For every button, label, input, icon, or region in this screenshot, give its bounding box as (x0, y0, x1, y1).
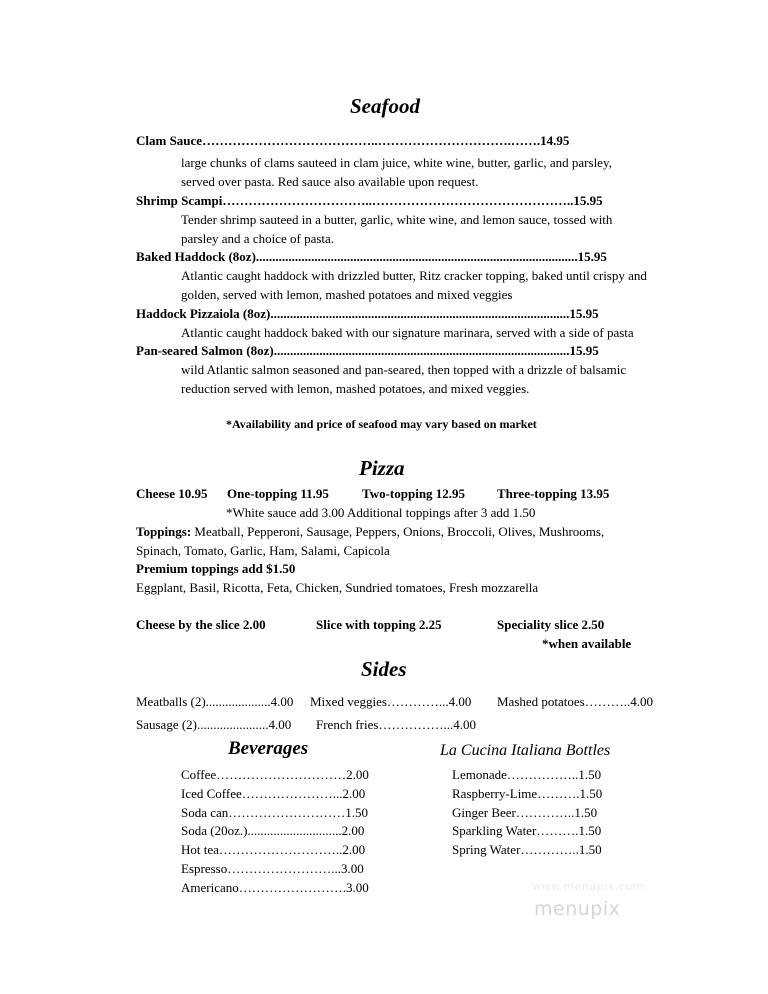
bottle-item: Lemonade……………..1.50 (452, 767, 602, 782)
pizza-sauce-note: *White sauce add 3.00 Additional toppings after 3 add 1.50 (226, 505, 536, 520)
item-description: Atlantic caught haddock baked with our signature marinara, served with a side of pasta (181, 325, 634, 340)
item-description: Atlantic caught haddock with drizzled butter, Ritz cracker topping, baked until crispy and (181, 268, 647, 283)
side-meatballs: Meatballs (2)....................4.00 (136, 694, 294, 709)
pizza-size-cheese: Cheese 10.95 (136, 486, 208, 501)
item-description: Tender shrimp sauteed in a butter, garlic, white wine, and lemon sauce, tossed with (181, 212, 613, 227)
pizza-size-two-topping: Two-topping 12.95 (362, 486, 466, 501)
slice-speciality: Speciality slice 2.50 (497, 617, 605, 632)
toppings-label: Toppings: (136, 524, 192, 539)
pizza-heading: Pizza (359, 456, 405, 480)
beverage-item: Soda can………………………1.50 (181, 805, 369, 820)
seafood-note: *Availability and price of seafood may vary based on market (226, 417, 537, 431)
item-description: served over pasta. Red sauce also available upon request. (181, 174, 479, 189)
toppings-list-continued: Spinach, Tomato, Garlic, Ham, Salami, Capicola (136, 543, 390, 558)
beverage-item: Coffee…………………………2.00 (181, 767, 369, 782)
watermark-url: www.menupix.com (532, 880, 644, 893)
beverage-item: Hot tea………………………..2.00 (181, 842, 366, 857)
beverages-heading: Beverages (228, 738, 309, 759)
bottle-item: Sparkling Water……….1.50 (452, 823, 602, 838)
premium-toppings-list: Eggplant, Basil, Ricotta, Feta, Chicken, Sundried tomatoes, Fresh mozzarella (136, 580, 539, 595)
watermark-logo: menupix (534, 898, 621, 920)
menu-item-clam-sauce: Clam Sauce…………………………………..………………………….…….14.95 (136, 133, 570, 148)
menu-item-haddock-pizzaiola: Haddock Pizzaiola (8oz)............................................................................................15.95 (136, 306, 599, 321)
item-description: reduction served with lemon, mashed potatoes, and mixed veggies. (181, 381, 530, 396)
bottle-item: Raspberry-Lime……….1.50 (452, 786, 603, 801)
bottle-item: Ginger Beer…………..1.50 (452, 805, 598, 820)
slice-with-topping: Slice with topping 2.25 (316, 617, 442, 632)
beverage-item: Espresso……………………...3.00 (181, 861, 364, 876)
premium-toppings-label: Premium toppings add $1.50 (136, 561, 296, 576)
sides-heading: Sides (361, 657, 407, 681)
pizza-size-one-topping: One-topping 11.95 (227, 486, 329, 501)
toppings-line (136, 524, 604, 540)
toppings-list: Meatball, Pepperoni, Sausage, Peppers, Onions, Broccoli, Olives, Mushrooms, (191, 524, 605, 539)
menu-item-shrimp-scampi: Shrimp Scampi……………………………..………………………………………..15.95 (136, 193, 603, 208)
bottles-heading: La Cucina Italiana Bottles (440, 742, 611, 759)
seafood-heading: Seafood (350, 94, 420, 118)
item-description: wild Atlantic salmon seasoned and pan-seared, then topped with a drizzle of balsamic (181, 362, 627, 377)
pizza-size-three-topping: Three-topping 13.95 (497, 486, 610, 501)
side-french-fries: French fries……………...4.00 (316, 717, 476, 732)
slice-availability-note: *when available (542, 636, 632, 651)
side-mashed-potatoes: Mashed potatoes………..4.00 (497, 694, 653, 709)
side-sausage: Sausage (2)......................4.00 (136, 717, 292, 732)
item-description: large chunks of clams sauteed in clam juice, white wine, butter, garlic, and parsley, (181, 155, 612, 170)
beverage-item: Soda (20oz.).............................2.00 (181, 823, 365, 838)
slice-cheese: Cheese by the slice 2.00 (136, 617, 266, 632)
menu-item-baked-haddock: Baked Haddock (8oz)...................................................................................................15.95 (136, 249, 607, 264)
item-description: parsley and a choice of pasta. (181, 231, 335, 246)
item-description: golden, served with lemon, mashed potatoes and mixed veggies (181, 287, 513, 302)
bottle-item: Spring Water…………..1.50 (452, 842, 602, 857)
menu-item-pan-seared-salmon: Pan-seared Salmon (8oz)...........................................................................................15.95 (136, 343, 599, 358)
beverage-item: Americano…………………….3.00 (181, 880, 369, 895)
beverage-item: Iced Coffee…………………...2.00 (181, 786, 366, 801)
side-mixed-veggies: Mixed veggies…………...4.00 (310, 694, 472, 709)
